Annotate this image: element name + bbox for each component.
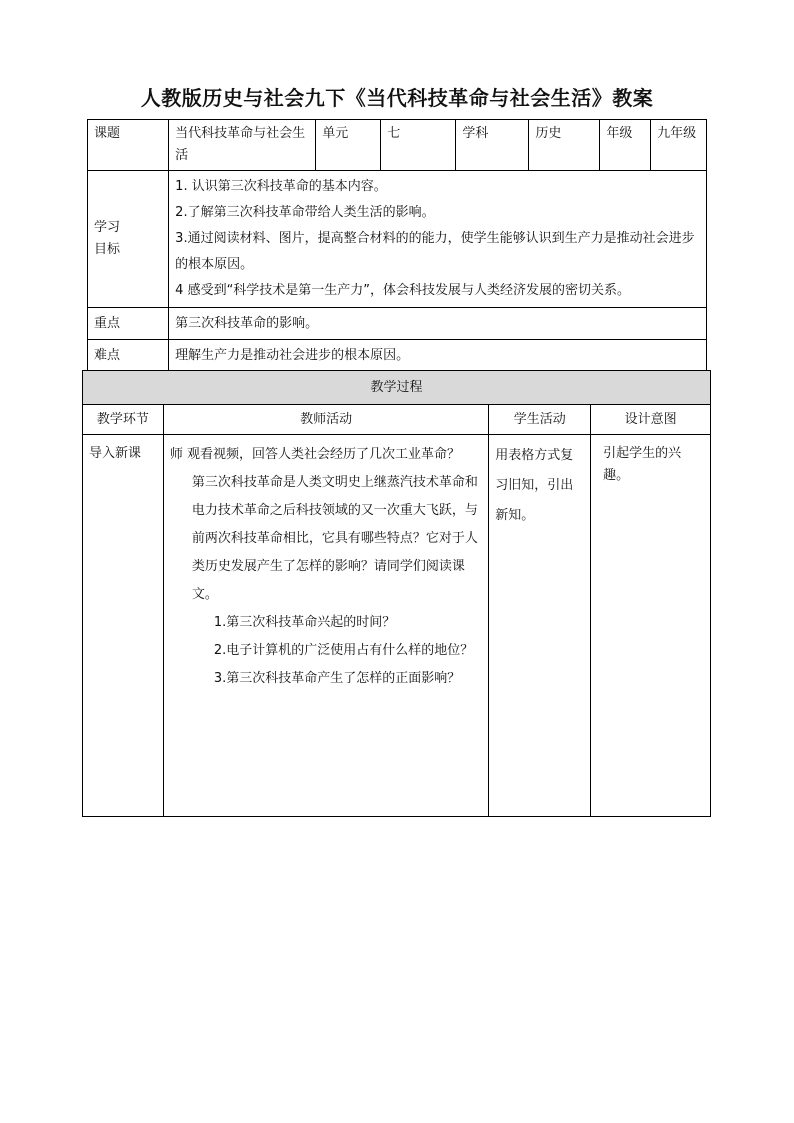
goals-label-line1: 学习: [94, 220, 121, 235]
teacher-line: 师 观看视频，回答人类社会经历了几次工业革命？: [169, 447, 460, 462]
goals-label-line2: 目标: [94, 242, 121, 257]
lesson-info-table: [87, 119, 707, 372]
subject-value: 历史: [529, 120, 600, 171]
goals-row: [88, 171, 707, 308]
column-header-stage: 教学环节: [83, 405, 164, 435]
grade-value: 九年级: [651, 120, 707, 171]
key-point-row: [88, 308, 707, 340]
difficulty-row: [88, 340, 707, 372]
difficulty-value: 理解生产力是推动社会进步的根本原因。: [169, 340, 707, 372]
process-heading: 教学过程: [83, 371, 711, 405]
difficulty-label: 难点: [88, 340, 169, 372]
grade-label: 年级: [600, 120, 651, 171]
student-activity-text: 用表格方式复习旧知，引出新知。: [495, 448, 574, 523]
goal-item: 3.通过阅读材料、图片，提高整合材料的的能力，使学生能够认识到生产力是推动社会进步的根本原因。: [175, 231, 695, 272]
design-intent-cell: 引起学生的兴趣。: [591, 435, 711, 817]
key-point-value: 第三次科技革命的影响。: [169, 308, 707, 340]
teacher-question: 2.电子计算机的广泛使用占有什么样的地位？: [213, 643, 474, 658]
table-row: [83, 435, 711, 817]
key-point-label: 重点: [88, 308, 169, 340]
teacher-question: 3.第三次科技革命产生了怎样的正面影响？: [213, 671, 461, 686]
teacher-activity-cell: [163, 435, 488, 817]
topic-label: 课题: [88, 120, 169, 171]
unit-label: 单元: [316, 120, 381, 171]
subject-label: 学科: [456, 120, 529, 171]
process-header-row: [83, 405, 711, 435]
goals-list: [169, 171, 707, 308]
column-header-teacher: 教师活动: [163, 405, 488, 435]
column-header-student: 学生活动: [489, 405, 591, 435]
goal-item: 4 感受到“科学技术是第一生产力”，体会科技发展与人类经济发展的密切关系。: [175, 283, 631, 298]
page-title: 人教版历史与社会九下《当代科技革命与社会生活》教案: [140, 86, 654, 110]
goals-label: [88, 171, 169, 308]
goal-item: 1. 认识第三次科技革命的基本内容。: [175, 179, 387, 194]
teacher-question: 1.第三次科技革命兴起的时间？: [213, 615, 396, 630]
student-activity-cell: [489, 435, 591, 817]
goal-item: 2.了解第三次科技革命带给人类生活的影响。: [175, 205, 435, 220]
teaching-process-table: [82, 370, 711, 817]
unit-value: 七: [381, 120, 456, 171]
column-header-intent: 设计意图: [591, 405, 711, 435]
topic-value: 当代科技革命与社会生活: [169, 120, 316, 171]
info-row: [88, 120, 707, 171]
teacher-line: 第三次科技革命是人类文明史上继蒸汽技术革命和电力技术革命之后科技领域的又一次重大飞跃，与前两次科技革命相比，它具有哪些特点？它对于人类历史发展产生了怎样的影响？请同学们阅读课文。: [191, 475, 478, 602]
stage-cell: 导入新课: [83, 435, 164, 817]
